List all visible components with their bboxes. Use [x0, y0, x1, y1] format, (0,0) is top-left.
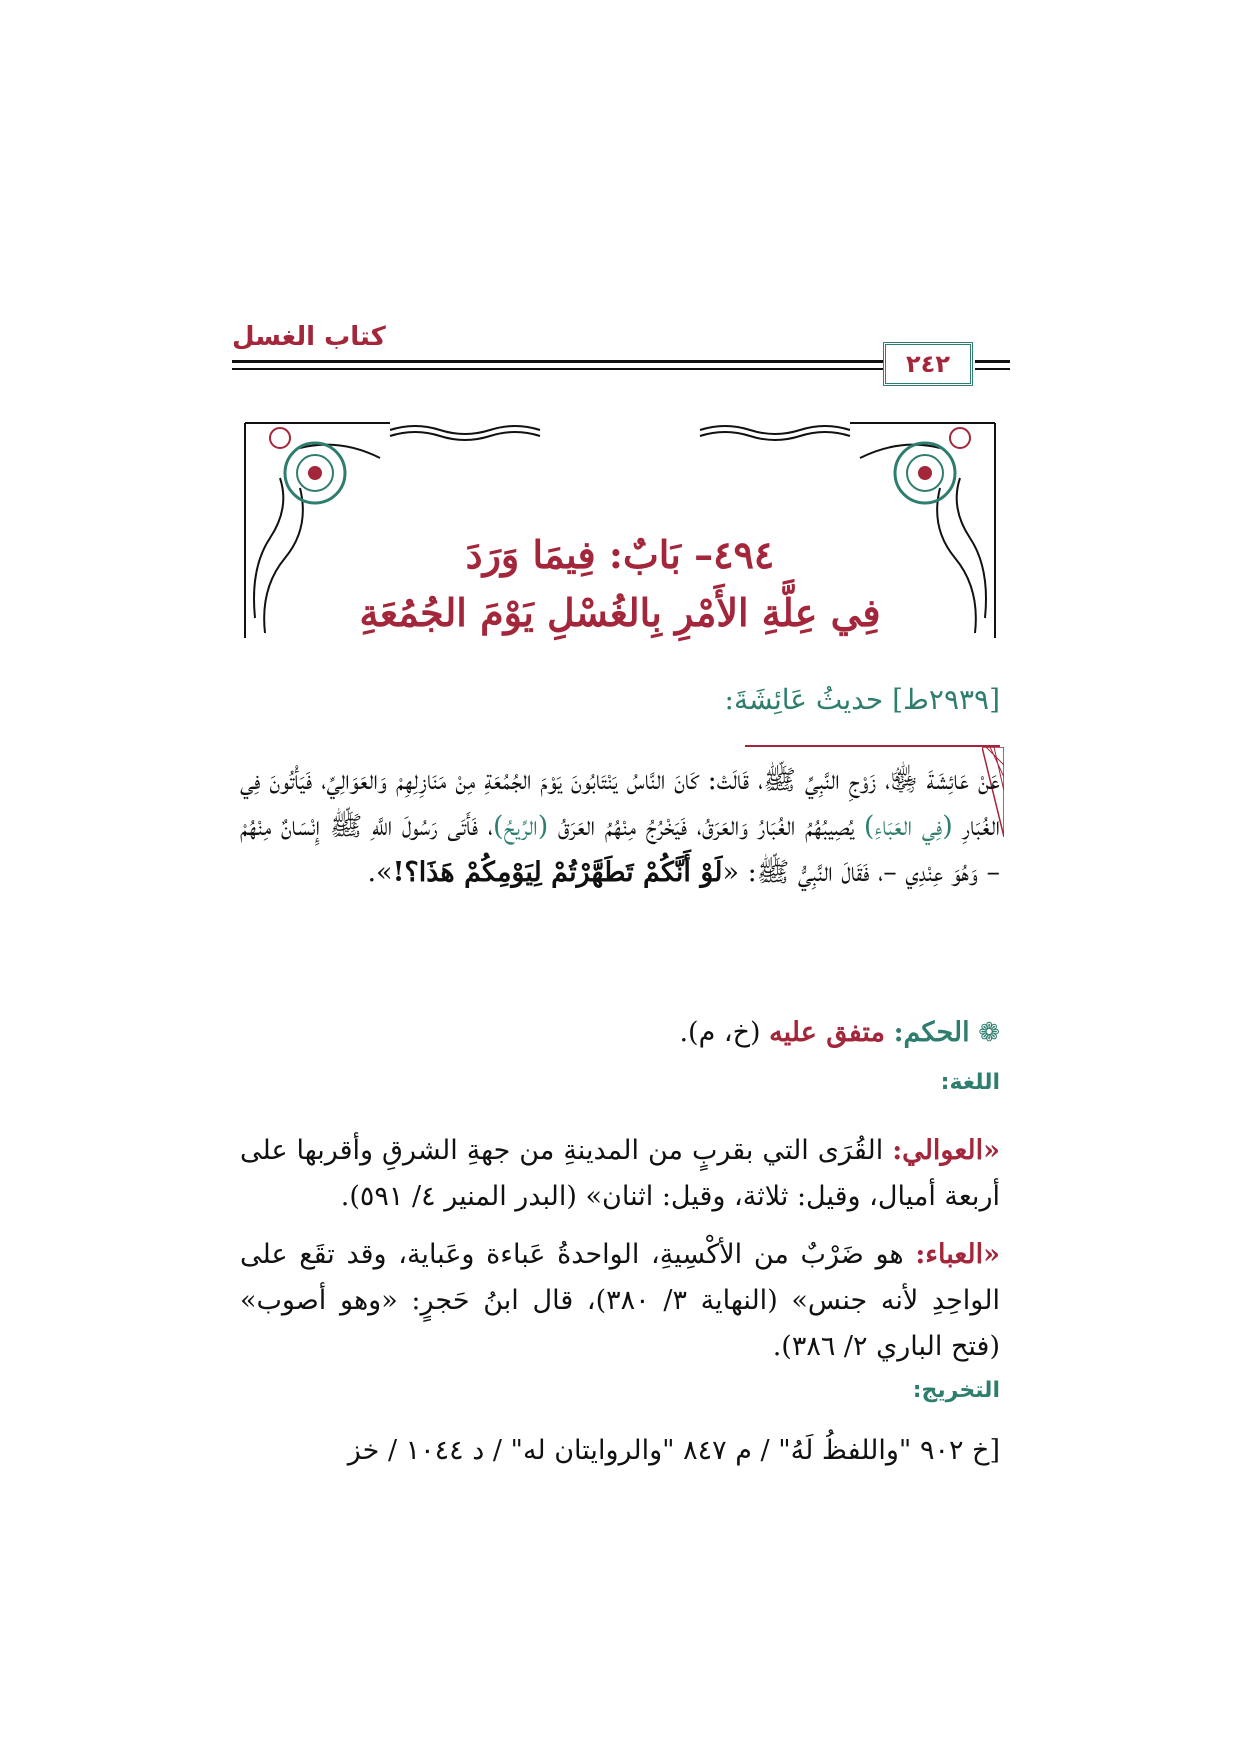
- lugha-entry-2: [240, 1232, 1000, 1370]
- hadith-variant-1: (فِي العَبَاءِ): [863, 811, 953, 842]
- hadith-part-3: ، فَأَتَى رَسُولَ اللَّهِ ﷺ إِنْسَانٌ مِنْهُمْ – وَهُوَ عِنْدِي –، فَقَالَ النَّبِيُّ ﷺ: «: [240, 811, 1000, 888]
- takhrij-heading: التخريج:: [912, 1378, 1000, 1403]
- page-number: [883, 342, 973, 386]
- takhrij-line: [خ ٩٠٢ "واللفظُ لَهُ" / م ٨٤٧ "والروايتان له" / د ١٠٤٤ / خز: [347, 1435, 1000, 1466]
- lugha-entry-1: [240, 1128, 1000, 1220]
- header-rule-right-top: [975, 360, 1010, 363]
- ruling-value: متفق عليه: [769, 1017, 885, 1048]
- hadith-part-1: عَنْ عَائِشَةَ ﵂، زَوْجِ النَّبِيِّ ﷺ، قَالَتْ: كَانَ النَّاسُ يَنْتَابُونَ يَوْمَ الجُمُعَةِ مِنْ مَنَازِلِهِمْ وَالعَوَالِيِّ، فَيَأْتُونَ فِي الغُبَارِ: [240, 765, 1001, 842]
- hadith-reference: [725, 683, 1000, 716]
- hadith-variant-2: (الرِّيحُ): [493, 811, 549, 842]
- lugha-text-2: هو ضَرْبٌ من الأكْسِيةِ، الواحدةُ عَباءة وعَباية، وقد تقَع على الواحِدِ لأنه جنس» (النهاية ٣/ ٣٨٠)، قال ابنُ حَجرٍ: «وهو أصوب» (فتح الباري ٢/ ٣٨٦).: [240, 1239, 1000, 1362]
- chapter-title-line1: ٤٩٤– بَابٌ: فِيمَا وَرَدَ: [465, 532, 775, 577]
- header-rule-right-bottom: [975, 368, 1010, 370]
- ruling-rest: (خ، م).: [679, 1017, 770, 1048]
- lugha-term-2: «العباء:: [915, 1239, 1000, 1270]
- hadith-part-4: ».: [367, 857, 393, 888]
- ruling-flower-icon: ❁: [978, 1018, 1000, 1048]
- hadith-code: [٢٩٣٩ط]: [892, 683, 1000, 716]
- header-rule-bottom: [232, 368, 883, 370]
- page-number-label: ٢٤٢: [906, 350, 950, 378]
- header-rule-top: [232, 360, 883, 363]
- lugha-term-1: «العوالي:: [892, 1135, 1000, 1166]
- hadith-box-line: [745, 745, 1000, 747]
- book-title: كتاب الغسل: [232, 322, 386, 352]
- ruling-label: الحكم:: [893, 1017, 970, 1048]
- hadith-text: [240, 758, 1000, 896]
- lugha-heading: اللغة:: [940, 1070, 1000, 1095]
- hadith-label: حديثُ عَائِشَةَ:: [724, 683, 884, 716]
- hadith-part-2: يُصِيبُهُمُ الغُبَارُ وَالعَرَقُ، فَيَخْرُجُ مِنْهُمُ العَرَقُ: [548, 811, 864, 842]
- lugha-text-1: القُرَى التي بقربٍ من المدينةِ من جهةِ الشرقِ وأقربها على أربعة أميال، وقيل: ثلاثة، وقيل: اثنان» (البدر المنير ٤/ ٥٩١).: [240, 1135, 1000, 1212]
- hadith-quote: لَوْ أَنَّكُمْ تَطَهَّرْتُمْ لِيَوْمِكُمْ هَذَا؟!: [392, 857, 723, 888]
- chapter-title-line2: فِي عِلَّةِ الأَمْرِ بِالغُسْلِ يَوْمَ الجُمُعَةِ: [359, 590, 881, 635]
- ruling-line: [240, 1010, 1000, 1056]
